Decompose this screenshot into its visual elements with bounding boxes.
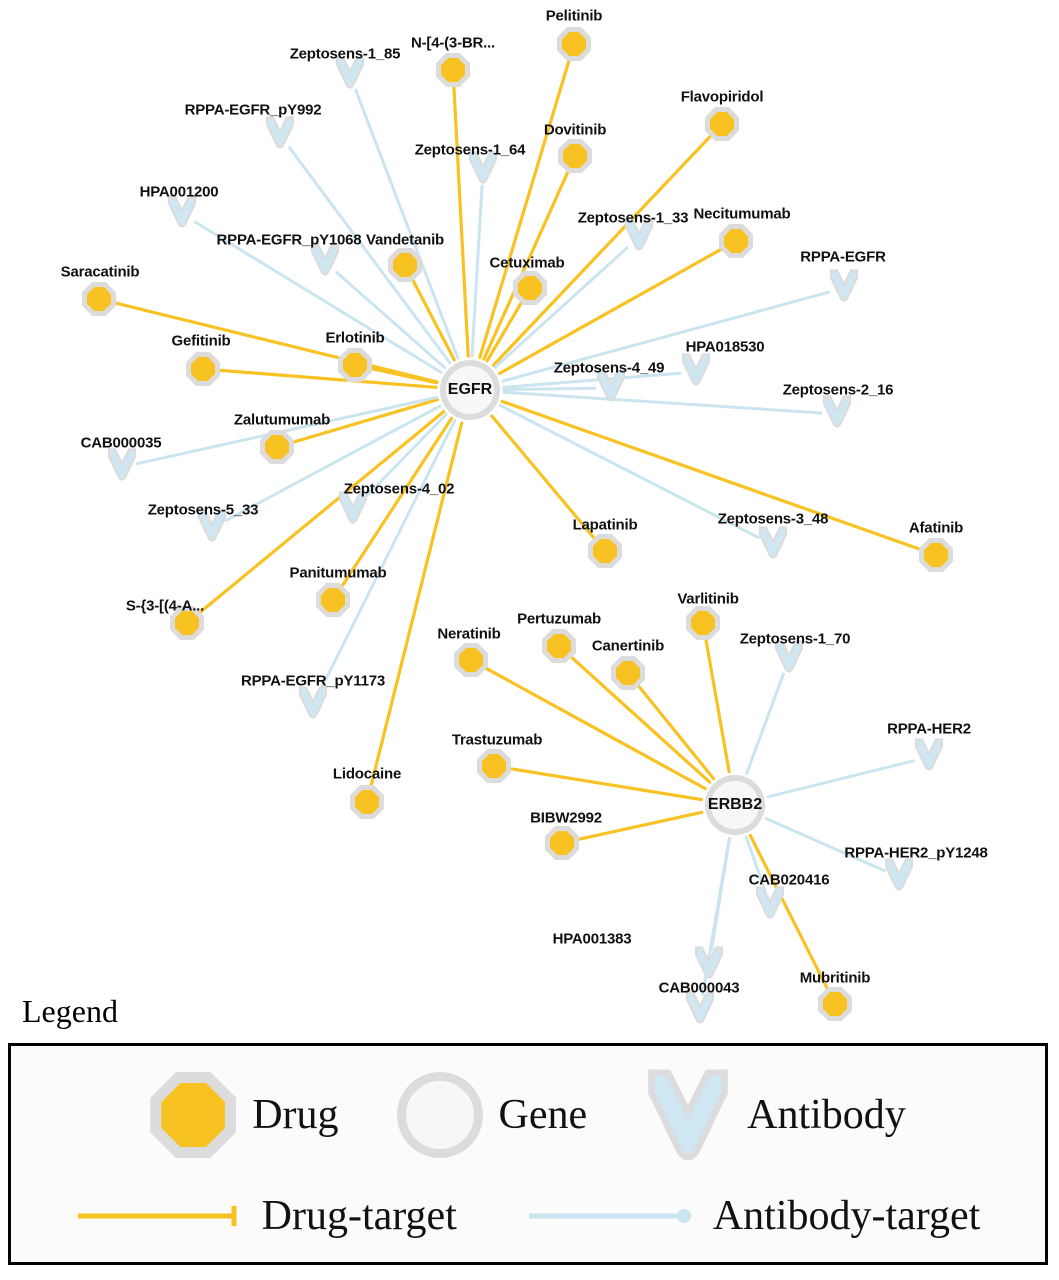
gene-node[interactable]	[705, 775, 765, 835]
drug-icon	[82, 282, 116, 316]
drug-node-label: BIBW2992	[530, 809, 602, 827]
drug-icon	[705, 107, 739, 141]
legend-label-gene: Gene	[498, 1092, 588, 1138]
antibody-node-label: RPPA-HER2_pY1248	[844, 844, 988, 862]
antibody-node-label: RPPA-EGFR_pY1068	[216, 231, 362, 249]
antibody-node-label: Zeptosens-2_16	[782, 381, 894, 399]
drug-icon	[557, 27, 591, 61]
drug-target-edge-icon	[76, 1203, 246, 1229]
antibody-node-label: HPA001200	[139, 183, 219, 201]
antibody-node-label: RPPA-EGFR_pY992	[184, 101, 322, 119]
drug-node[interactable]	[82, 282, 116, 316]
drug-icon	[477, 749, 511, 783]
drug-node[interactable]	[919, 538, 953, 572]
drug-node[interactable]	[542, 629, 576, 663]
legend-item-antibody-target	[527, 1192, 981, 1240]
antibody-node-label: RPPA-EGFR	[800, 248, 886, 266]
antibody-node[interactable]	[822, 395, 852, 434]
antibody-node-label: CAB000035	[80, 434, 162, 452]
antibody-node-label: CAB020416	[748, 871, 830, 889]
drug-node[interactable]	[260, 430, 294, 464]
drug-icon	[558, 139, 592, 173]
drug-node[interactable]	[588, 534, 622, 568]
drug-node-label: Erlotinib	[325, 329, 385, 347]
drug-target-edge	[115, 303, 437, 382]
legend-item-antibody	[645, 1067, 906, 1163]
drug-node[interactable]	[513, 271, 547, 305]
drug-node[interactable]	[454, 643, 488, 677]
antibody-target-edge	[356, 90, 458, 358]
gene-node-label: ERBB2	[707, 796, 763, 813]
antibody-node[interactable]	[829, 269, 859, 308]
drug-node[interactable]	[686, 606, 720, 640]
antibody-node[interactable]	[755, 886, 785, 925]
drug-node-label: Afatinib	[908, 519, 964, 537]
drug-node[interactable]	[719, 224, 753, 258]
drug-node[interactable]	[338, 348, 372, 382]
drug-icon	[588, 534, 622, 568]
antibody-target-edge	[747, 674, 784, 773]
drug-node-label: Flavopiridol	[680, 88, 764, 106]
antibody-icon	[107, 448, 137, 482]
antibody-node-label: Zeptosens-4_49	[553, 359, 665, 377]
antibody-node-label: RPPA-EGFR_pY1173	[240, 672, 386, 690]
antibody-icon	[829, 269, 859, 303]
legend-edges-row	[11, 1181, 1045, 1251]
drug-icon	[818, 987, 852, 1021]
drug-target-edge	[502, 401, 921, 549]
antibody-icon	[755, 886, 785, 920]
drug-icon	[513, 271, 547, 305]
drug-node-label: Neratinib	[437, 625, 501, 643]
antibody-node[interactable]	[681, 353, 711, 392]
gene-node-label: EGFR	[447, 381, 493, 398]
drug-icon	[542, 629, 576, 663]
drug-icon	[454, 643, 488, 677]
legend-shapes-row	[11, 1070, 1045, 1160]
drug-node-label: Lidocaine	[332, 765, 402, 783]
antibody-icon	[914, 738, 944, 772]
antibody-icon	[758, 526, 788, 560]
drug-target-edge	[371, 368, 437, 382]
antibody-icon	[265, 116, 295, 150]
antibody-icon	[645, 1067, 731, 1163]
drug-icon	[611, 656, 645, 690]
drug-target-edge	[638, 685, 714, 778]
drug-node[interactable]	[557, 27, 591, 61]
antibody-node-label: RPPA-HER2	[887, 720, 971, 738]
antibody-icon	[681, 353, 711, 387]
antibody-node[interactable]	[265, 116, 295, 155]
drug-icon	[545, 826, 579, 860]
drug-node[interactable]	[477, 749, 511, 783]
drug-node[interactable]	[611, 656, 645, 690]
drug-node-label: Gefitinib	[171, 332, 231, 350]
antibody-target-edge	[504, 392, 821, 413]
antibody-target-edge	[504, 388, 595, 389]
drug-icon	[260, 430, 294, 464]
legend-label-drug-target: Drug-target	[261, 1193, 457, 1239]
drug-target-edge	[493, 136, 711, 366]
drug-node[interactable]	[545, 826, 579, 860]
drug-node[interactable]	[388, 248, 422, 282]
legend-label-drug: Drug	[252, 1092, 339, 1138]
drug-node-label: Zalutumumab	[233, 411, 331, 429]
antibody-node-label: Zeptosens-3_48	[717, 510, 829, 528]
legend-item-gene	[397, 1072, 588, 1158]
drug-node[interactable]	[186, 352, 220, 386]
antibody-target-edge-icon	[527, 1203, 697, 1229]
drug-node[interactable]	[818, 987, 852, 1021]
drug-node-label: S-{3-[(4-A...	[125, 597, 205, 615]
drug-node-label: Pertuzumab	[517, 610, 601, 628]
antibody-icon	[694, 946, 724, 980]
drug-node-label: N-[4-(3-BR...	[410, 34, 496, 52]
antibody-target-edge	[472, 186, 482, 356]
antibody-node-label: CAB000043	[658, 979, 740, 997]
antibody-node-label: Zeptosens-1_64	[414, 141, 526, 159]
drug-icon	[350, 785, 384, 819]
antibody-node[interactable]	[914, 738, 944, 777]
drug-icon	[719, 224, 753, 258]
drug-target-edge	[454, 86, 468, 356]
drug-icon	[338, 348, 372, 382]
antibody-node-label: Zeptosens-5_33	[147, 501, 259, 519]
drug-icon	[686, 606, 720, 640]
legend-item-drug-target	[76, 1192, 457, 1240]
drug-icon	[388, 248, 422, 282]
drug-node[interactable]	[558, 139, 592, 173]
antibody-node[interactable]	[758, 526, 788, 565]
legend-item-drug	[150, 1072, 338, 1158]
drug-node-label: Trastuzumab	[451, 731, 543, 749]
drug-icon	[186, 352, 220, 386]
gene-icon	[397, 1072, 483, 1158]
antibody-node-label: Zeptosens-1_70	[739, 630, 851, 648]
antibody-node[interactable]	[884, 858, 914, 897]
gene-icon	[440, 360, 500, 420]
drug-node-label: Varlitinib	[677, 590, 739, 608]
drug-node-label: Vandetanib	[365, 231, 445, 249]
drug-node[interactable]	[436, 53, 470, 87]
gene-icon	[705, 775, 765, 835]
drug-icon	[436, 53, 470, 87]
drug-node-label: Saracatinib	[60, 263, 140, 281]
antibody-node-label: Zeptosens-4_02	[343, 480, 455, 498]
antibody-node[interactable]	[298, 686, 328, 725]
drug-node-label: Cetuximab	[489, 254, 565, 272]
legend-label-antibody: Antibody	[747, 1092, 906, 1138]
drug-node[interactable]	[350, 785, 384, 819]
legend-title: Legend	[22, 993, 118, 1029]
drug-target-edge	[706, 639, 729, 772]
drug-node-label: Necitumumab	[693, 205, 791, 223]
antibody-node[interactable]	[107, 448, 137, 487]
antibody-node-label: HPA018530	[685, 338, 765, 356]
antibody-node-label: HPA001383	[552, 930, 632, 948]
antibody-target-edge	[768, 761, 913, 797]
drug-icon	[150, 1072, 236, 1158]
drug-target-edge	[510, 769, 702, 800]
gene-node[interactable]	[440, 360, 500, 420]
antibody-node-label: Zeptosens-1_33	[577, 209, 689, 227]
drug-icon	[919, 538, 953, 572]
antibody-node-label: Zeptosens-1_85	[289, 45, 401, 63]
drug-node-label: Canertinib	[591, 637, 665, 655]
drug-node[interactable]	[316, 583, 350, 617]
legend-label-antibody-target: Antibody-target	[712, 1193, 981, 1239]
antibody-icon	[884, 858, 914, 892]
legend-box	[8, 1043, 1048, 1265]
drug-node-label: Pelitinib	[545, 7, 603, 25]
antibody-icon	[822, 395, 852, 429]
drug-node-label: Panitumumab	[289, 564, 387, 582]
drug-node-label: Mubritinib	[799, 969, 871, 987]
drug-node-label: Lapatinib	[572, 516, 638, 534]
drug-node-label: Dovitinib	[543, 121, 607, 139]
drug-icon	[316, 583, 350, 617]
drug-node[interactable]	[705, 107, 739, 141]
antibody-icon	[298, 686, 328, 720]
